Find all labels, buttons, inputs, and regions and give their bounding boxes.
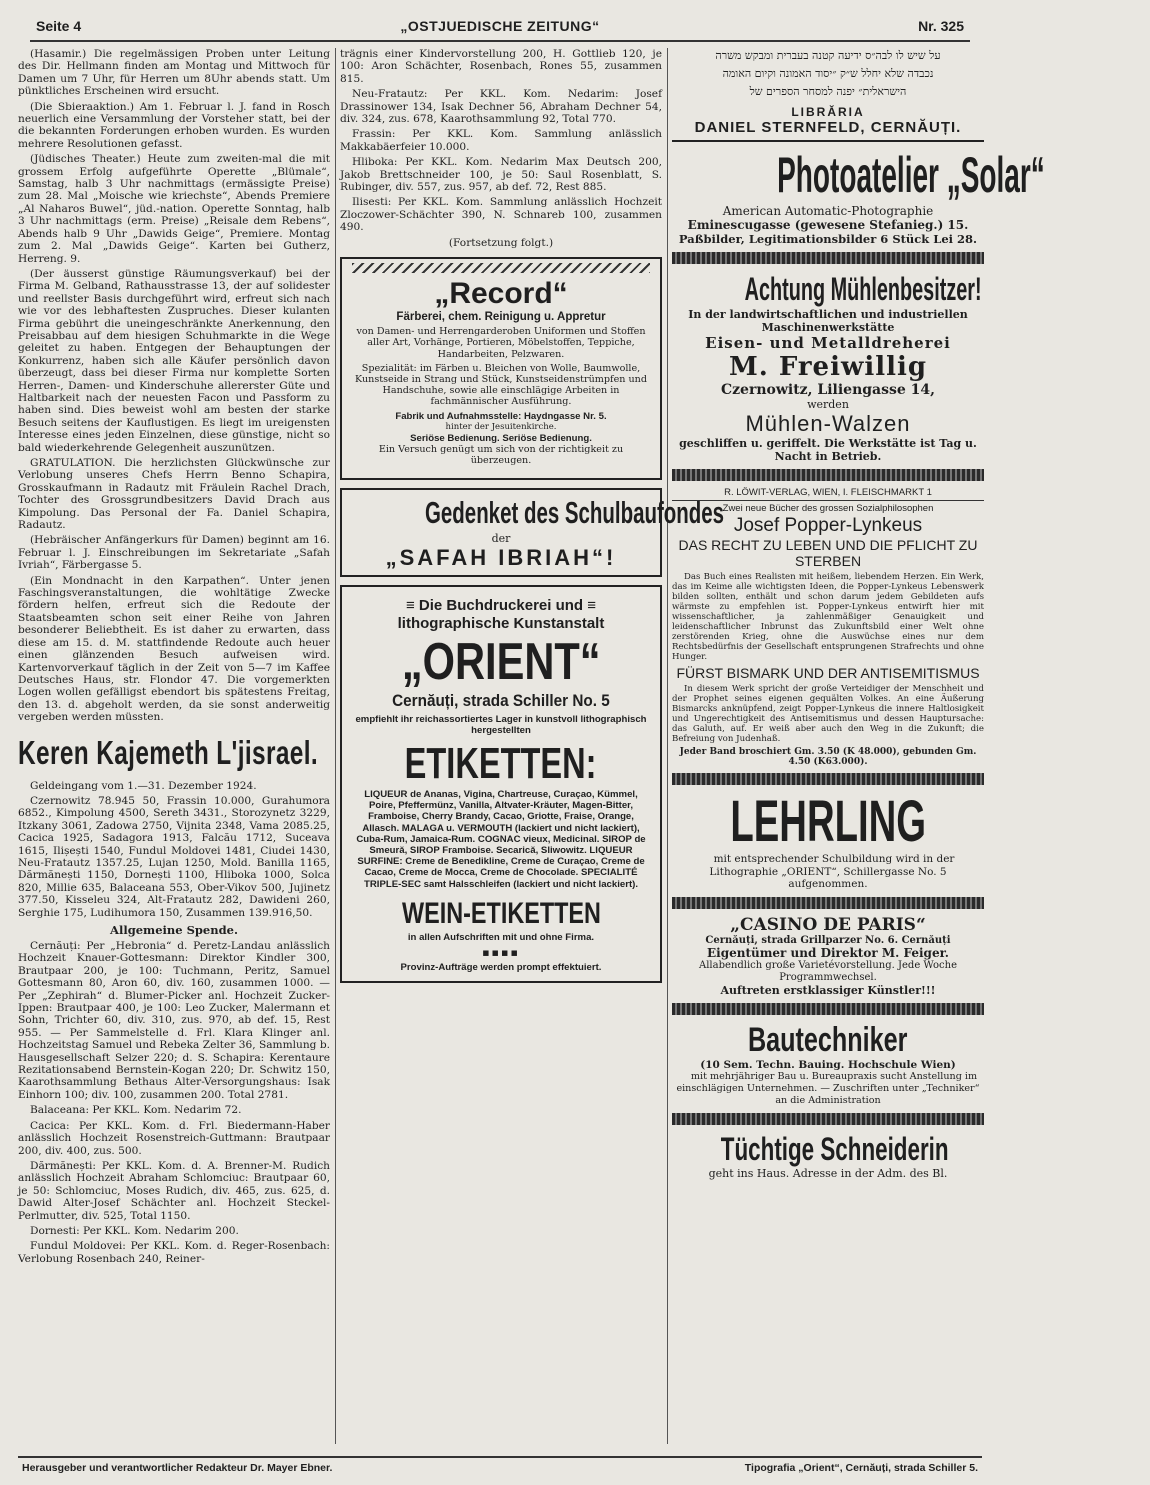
record-address2: hinter der Jesuitenkirche. (445, 421, 557, 432)
ad-casino (672, 915, 984, 997)
hebrew-line-2: נכבדה שלא יחלל ש״ק ״יסוד האמונה וקיום האומה (722, 67, 934, 80)
article-mondnacht: (Ein Mondnacht in den Karpathen“. Unter jenen Faschingsveranstaltungen, die wohltätige Zwecke fördern helfen, erfreut sich die Redoute der Staatsbeamten schon seit einer Reihe von Jahren besonderer Beliebtheit. Es ist daher zu erwarten, dass diese am 15. d. M. stattfindende Redoute auch heuer einen glänzenden Besuch aufweisen wird. Kartenvorverkauf täglich in der Zeit von 5—7 im Kaffee Deutsches Haus, str. Flondor 47. Die vorgemerkten Logen wollen gefälligst ebendort bis spätestens Freitag, den 13. d. abgeholt werden, da sie sonst anderweitig vergeben werden müssten. (18, 574, 330, 724)
article-gratulation: GRATULATION. Die herzlichsten Glückwünsche zur Verlobung unseres Chefs Herrn Benno Schapira, Grosskaufmann in Radautz mit Fräulein Rachel Drach, Tochter des Grossgrundbesitzers David Drach aus Kimpolung. Das Personal der Fa. Daniel Schapira, Radautz. (18, 457, 330, 532)
record-body1: von Damen- und Herrengarderoben Uniformen und Stoffen aller Art, Vorhänge, Portieren, Möbelstoffen, Teppiche, Handarbeiten, Pelzwaren. (356, 326, 646, 360)
schulbau-line1: Gedenket des Schulbaufondes (425, 494, 725, 530)
spende-cacica: Cacica: Per KKL. Kom. d. Frl. Biedermann-Haber anlässlich Hochzeit Rosenstreich-Guttmann: Brautpaar 200, div. 400, zus. 500. (18, 1119, 330, 1157)
muehlen-title: Achtung Mühlenbesitzer! (744, 271, 982, 307)
spende-frassin: Frassin: Per KKL. Kom. Sammlung anlässlich Makkabäerfeier 10.000. (340, 128, 662, 153)
orient-intro: ≡ Die Buchdruckerei und ≡ lithographische Kunstanstalt (397, 596, 605, 632)
muehlen-info: geschliffen u. geriffelt. Die Werkstätte ist Tag u. Nacht in Betrieb. (679, 437, 977, 463)
solar-title: Photoatelier „Solar“ (777, 147, 1045, 203)
article-theater: (Jüdisches Theater.) Heute zum zweiten-mal die mit grossem Erfolg aufgeführte Operette „Blümale“, Samstag, halb 3 Uhr nachmittags (ermässigte Preise) zum 28. Mal „Moische wie kriechste“, Abends Premiere „Al Naharos Buwel“, jüd.-nation. Operette Sonntag, halb 3 Uhr nachmittags (erm. Preise) „Reisale dem Rebens“, Abends halb 9 Uhr „Dawids Geige“, Premiere. Montag zum 2. Mal „Dawids Geige“. Karten bei Gutherz, Herreng. 9. (18, 153, 330, 265)
footer-printer: Tipografia „Orient“, Cernăuți, strada Schiller 5. (744, 1462, 978, 1474)
geldeingang-list: Czernowitz 78.945 50, Frassin 10.000, Gurahumora 6852., Kimpolung 4500, Sereth 3431., Storozynetz 3229, Itzkany 3061, Zadowa 2750, Vijnita 2348, Vama 2085.25, Cacica 1925, Sadagora 1913, Falcău 1712, Suceava 1615, Ilișești 1540, Fundul Moldovei 1481, Ciudei 1430, Neu-Fratautz 1357.25, Lujan 1250, Mold. Banilla 1165, Dărmănești 1150, Dornești 1100, Hliboka 1000, Solca 820, Millie 635, Balaceana 553, Ober-Vikov 500, Jujinetz 377.50, Kisseleu 324, Alt-Fratautz 282, Dawideni 260, Serghie 175, Ludihumora 150, Zusammen 139.916,50. (18, 794, 330, 919)
spende-ilisesti: Ilisesti: Per KKL. Kom. Sammlung anlässlich Hochzeit Zloczower-Schächter 390, N. Schnareb 100, zusammen 490. (340, 196, 662, 234)
fortsetzung: (Fortsetzung folgt.) (448, 236, 554, 249)
muehlen-street: Czernowitz, Liliengasse 14, (720, 382, 936, 398)
spende-neufratautz: Neu-Fratautz: Per KKL. Kom. Nedarim: Josef Drassinower 134, Isak Dechner 56, Abraham Dechner 54, div. 324, zus. 678, Kaarothsammlung 92, Total 770. (340, 88, 662, 126)
sternfeld: DANIEL STERNFELD, CERNĂUȚI. (672, 119, 984, 142)
schneiderin-text: geht ins Haus. Adresse in der Adm. des Bl. (708, 1166, 948, 1180)
bau-text: mit mehrjähriger Bau u. Bureaupraxis sucht Anstellung im einschlägigen Unternehmen. — Zuschriften unter „Techniker“ an die Administration (676, 1070, 980, 1106)
page-number: Seite 4 (36, 18, 82, 34)
article-raeumung: (Der äusserst günstige Räumungsverkauf) bei der Firma M. Gelband, Rathausstrasse 13, der auf solidester und reellster Basis durchgeführt wird, erfreut sich nach wie vor des lebhaftesten Zuspruches. Dieser kulanten Firma gebührt die uneingeschränkte Anerkennung, den Preisabbau auf dem hiesigen Schuhmarkte in die Wege geleitet zu haben. Entgegen der Behauptungen der Konkurrenz, haben sich alle Käufer persönlich davon überzeugt, dass bei dieser Firma nur komplette Sorten Herren-, Damen- und Kinderschuhe allererster Güte und Haltbarkeit nach der neuesten Facon und Passform zu haben sind. Dies beweist wohl am besten der starke Besuch seitens der Kauflustigen. Es liegt im ureigensten Interesse eines jeden Einzelnen, diese günstige, nicht so bald wiederkehrende Gelegenheit auszunützen. (18, 267, 330, 454)
column-right (672, 48, 1045, 1448)
spende-balaceana: Balaceana: Per KKL. Kom. Nedarim 72. (30, 1104, 242, 1117)
schulbau-line2: „SAFAH IBRIAH“! (385, 544, 617, 570)
casino-info: Allabendlich große Varietévorstellung. Jede Woche Programmwechsel. (699, 959, 957, 983)
spende-fundul: Fundul Moldovei: Per KKL. Kom. d. Reger-Rosenbach: Verlobung Rosenbach 240, Reiner- (18, 1240, 330, 1265)
spende-cont: trägnis einer Kindervorstellung 200, H. Gottlieb 120, je 100: Aron Schächter, Rosenbach, Rones 55, zusammen 815. (340, 48, 662, 85)
loewit-verlag: R. LÖWIT-VERLAG, WIEN, I. FLEISCHMARKT 1 (672, 487, 984, 501)
column-rule (335, 48, 336, 1444)
hatch-divider (672, 252, 984, 264)
loewit-book1: DAS RECHT ZU LEBEN UND DIE PFLICHT ZU STERBEN (678, 537, 978, 569)
ad-record (340, 257, 662, 479)
record-subtitle: Färberei, chem. Reinigung u. Appretur (396, 311, 606, 324)
keren-kajemeth-heading: Keren Kajemeth L'jisrael. (18, 733, 319, 771)
solar-pass: Paßbilder, Legitimationsbilder 6 Stück Lei 28. (678, 232, 978, 246)
column-left (18, 48, 330, 1448)
lehrling-text: mit entsprechender Schulbildung wird in der Lithographie „ORIENT“, Schillergasse No. 5 aufgenommen. (709, 853, 955, 890)
footer-editor: Herausgeber und verantwortlicher Redakteur Dr. Mayer Ebner. (22, 1462, 333, 1474)
ad-solar (672, 142, 1045, 246)
loewit-desc2: In diesem Werk spricht der große Verteidiger der Menschheit und der Prophet seines eigenen gequälten Volkes. An eine Äußerung Bismarcks anknüpfend, zeigt Popper-Lynkeus die innere Haltlosigkeit und Ungerechtigkeit des Antisemitismus und dessen Hauptursache: das Galuth, auf. Er weiß aber auch den Weg in die Zukunft; die Befreiung von Judenhaß. (672, 684, 984, 744)
article-hasamir: (Hasamir.) Die regelmässigen Proben unter Leitung des Dir. Hellmann finden am Montag und Mittwoch für Damen um 7 Uhr, für Herren um 8Uhr abends statt. Um pünktliches Erscheinen wird ersucht. (18, 48, 330, 98)
casino-kuenstler: Auftreten erstklassiger Künstler!!! (720, 983, 936, 997)
muehlen-eisen: Eisen- und Metalldreherei (705, 334, 951, 352)
record-title: „Record“ (434, 277, 568, 311)
ad-orient (340, 585, 662, 984)
hatch-divider (672, 469, 984, 481)
ad-schulbaufond (340, 488, 725, 577)
page-footer (18, 1456, 982, 1478)
casino-street: Cernăuți, strada Grillparzer No. 6. Cernăuți (705, 934, 951, 946)
ad-border-ornament (352, 263, 650, 273)
lehrling-title: LEHRLING (730, 789, 926, 854)
column-rule (667, 48, 668, 1444)
spende-dornesti: Dornesti: Per KKL. Kom. Nedarim 200. (30, 1224, 239, 1237)
orient-wein: WEIN-ETIKETTEN (401, 896, 601, 930)
solar-sub: American Automatic-Photographie (722, 204, 934, 218)
record-service: Seriöse Bedienung. Seriöse Bedienung. (410, 432, 592, 444)
orient-name: „ORIENT“ (401, 632, 601, 691)
ad-schneiderin (672, 1131, 984, 1180)
spende-darmanesti: Dărmănești: Per KKL. Kom. d. A. Brenner-M. Rudich anlässlich Hochzeit Abraham Schlomciuc: Brautpaar 60, je 50: Schlomciuc, Moses Rudich, div. 465, zus. 625, d. Dawid Alter-Josef Schächter anl. Hochzeit Steckel-Perlmutter, div. 525, Total 1150. (18, 1159, 330, 1222)
orient-etiketten: ETIKETTEN: (405, 738, 597, 788)
loewit-price: Jeder Band broschiert Gm. 3.50 (K 48.000), gebunden Gm. 4.50 (K63.000). (679, 747, 977, 767)
orient-list: LIQUEUR de Ananas, Vigina, Chartreuse, Curaçao, Kümmel, Poire, Pfeffermünz, Vanilla, Altvater-Kräuter, Magen-Bitter, Framboise, Cherry Brandy, Cacao, Griotte, Fraise, Orange, Allasch. MALAGA u. VERMOUTH (lackiert und nicht lackiert), Cuba-Rum, Jamaica-Rum. COGNAC vieux, Medicinal. SIROP de Smeură, SIROP Framboise. Secarică, Sliwowitz. LIQUEUR SURFINE: Creme de Benedikline, Creme de Curaçao, Creme de Cacao, Creme de Mocca, Creme de Chocolade. SPECIALITÉ TRIPLE-SEC samt Halsschleifen (lackiert und nicht lackiert). (356, 788, 646, 890)
article-hebraeisch: (Hebräischer Anfängerkurs für Damen) beginnt am 16. Februar l. J. Einschreibungen im Sekretariate „Safah Ivriah“, Färbergasse 5. (18, 534, 330, 572)
muehlen-walzen: Mühlen-Walzen (745, 411, 911, 436)
newspaper-title: „OSTJUEDISCHE ZEITUNG“ (400, 18, 600, 34)
hatch-divider (672, 1113, 984, 1125)
loewit-author: Josef Popper-Lynkeus (733, 515, 923, 536)
orient-wein-sub: in allen Aufschriften mit und ohne Firma. (407, 931, 595, 943)
spende-heading: Allgemeine Spende. (110, 923, 238, 937)
record-body2: Spezialität: im Färben u. Bleichen von Wolle, Baumwolle, Kunstseide in Strang und Stück, Kunstseidenstrümpfen und Handschuhe, sowie alle einschlägige Arbeiten in fachmännischer Ausführung. (355, 362, 647, 408)
hatch-divider (672, 1003, 984, 1015)
page-header (30, 14, 970, 42)
orient-recommend: empfiehlt ihr reichassortiertes Lager in kunstvoll lithographisch hergestellten (355, 713, 647, 736)
ad-loewit (672, 487, 984, 767)
orient-address: Cernăuți, strada Schiller No. 5 (392, 690, 610, 710)
schneiderin-title: Tüchtige Schneiderin (720, 1130, 949, 1167)
record-address: Fabrik und Aufnahmsstelle: Haydngasse Nr. 5. (395, 410, 607, 422)
loewit-desc1: Das Buch eines Realisten mit heißem, liebendem Herzen. Ein Werk, das im Keime alle wichtigsten Ideen, die Popper-Lynkeus Lebenswerk bilden sollten, enthält und schon darum jedem Gebildeten aufs wärmste zu empfehlen ist. Popper-Lynkeus entwirft hier mit wissenschaftlicher, ja zahlenmäßiger Genauigkeit und leidenschaftlicher Inbrunst das Zukunftsbild einer Welt ohne zerstörenden Krieg, ohne die Auswüchse eines nur dem Rechtsbedürfnis der Gesellschaft entsprungenen Strafrechts und ohne Hunger. (672, 572, 984, 662)
hebrew-line-1: על שיש לו לבה״ס ידיעה קטנה בעברית ומבקש משרה (715, 49, 941, 62)
muehlen-intro: In der landwirtschaftlichen und industriellen Maschinenwerkstätte (688, 308, 968, 334)
loewit-book2: FÜRST BISMARK UND DER ANTISEMITISMUS (676, 665, 980, 681)
orient-ornament: ▪▪▪▪ (482, 945, 520, 959)
article-sbieraktion: (Die Sbieraaktion.) Am 1. Februar l. J. fand in Rosch neuerlich eine Versammlung der Vorsteher statt, bei der die bekannten Forderungen erhoben wurden. Es wurden mehrere Resolutionen gefasst. (18, 100, 330, 150)
hatch-divider (672, 897, 984, 909)
loewit-zwei: Zwei neue Bücher des grossen Sozialphilosophen (722, 503, 934, 514)
muehlen-name: M. Freiwillig (728, 352, 928, 382)
issue-number: Nr. 325 (918, 18, 964, 34)
schulbau-der: der (491, 531, 511, 545)
record-closing: Ein Versuch genügt um sich von der richtigkeit zu überzeugen. (378, 444, 624, 467)
solar-street: Eminescugasse (gewesene Stefanieg.) 15. (687, 218, 969, 232)
ad-muehlen (672, 270, 984, 463)
casino-owner: Eigentümer und Direktor M. Feiger. (707, 945, 949, 960)
libraria: LIBRĂRIA (791, 105, 865, 119)
hatch-divider (672, 773, 984, 785)
column-middle (340, 48, 725, 1448)
bau-sub: (10 Sem. Techn. Bauing. Hochschule Wien) (700, 1058, 956, 1071)
muehlen-werden: werden (807, 398, 849, 411)
orient-provinz: Provinz-Aufträge werden prompt effektuiert. (400, 961, 602, 973)
casino-title: „CASINO DE PARIS“ (730, 914, 926, 935)
spende-cernauti: Cernăuți: Per „Hebronia“ d. Peretz-Landau anlässlich Hochzeit Knauer-Gottesmann: Direktor Kindler 300, Brautpaar 200, je 100: Tuchmann, Peritz, Samuel Gottesmann 80, Aron 60, div. 160, zusammen 1000. — Per „Zephirah“ d. Blumer-Picker anl. Hochzeit Zucker-Ippen: Brautpaar 400, je 100: Leo Zucker, Malermann et Sohn, Trichter 60, div. 310, zus. 970, ab def. 15, Rest 955. — Per Sammelstelle d. Frl. Klara Klinger anl. Hochzeitstag Samuel und Rebeka Zelter 36, Sammlung b. Hausgesellschaft Selzer 220; d. S. Schapira: Kerentaure Rezitationsabend Bernstein-Kogan 220; Dr. Schwitz 150, Kaarothsammlung Bethaus Alter-Versorgungshaus: Isak Einhorn 100; div. 100, zusammen 200. Total 2781. (18, 940, 330, 1101)
ad-bautechniker (672, 1021, 984, 1107)
geldeingang-heading: Geldeingang vom 1.—31. Dezember 1924. (30, 779, 257, 792)
bau-title: Bautechniker (748, 1020, 908, 1059)
hebrew-line-3: הישראלית״ יפנה למסחר הספרים של (749, 85, 907, 98)
spende-hliboka: Hliboka: Per KKL. Kom. Nedarim Max Deutsch 200, Jakob Brettschneider 100, je 50: Saul Rosenblatt, S. Rubinger, div. 557, zus. 957, ab def. 72, Rest 885. (340, 156, 662, 194)
ad-lehrling (672, 791, 984, 891)
